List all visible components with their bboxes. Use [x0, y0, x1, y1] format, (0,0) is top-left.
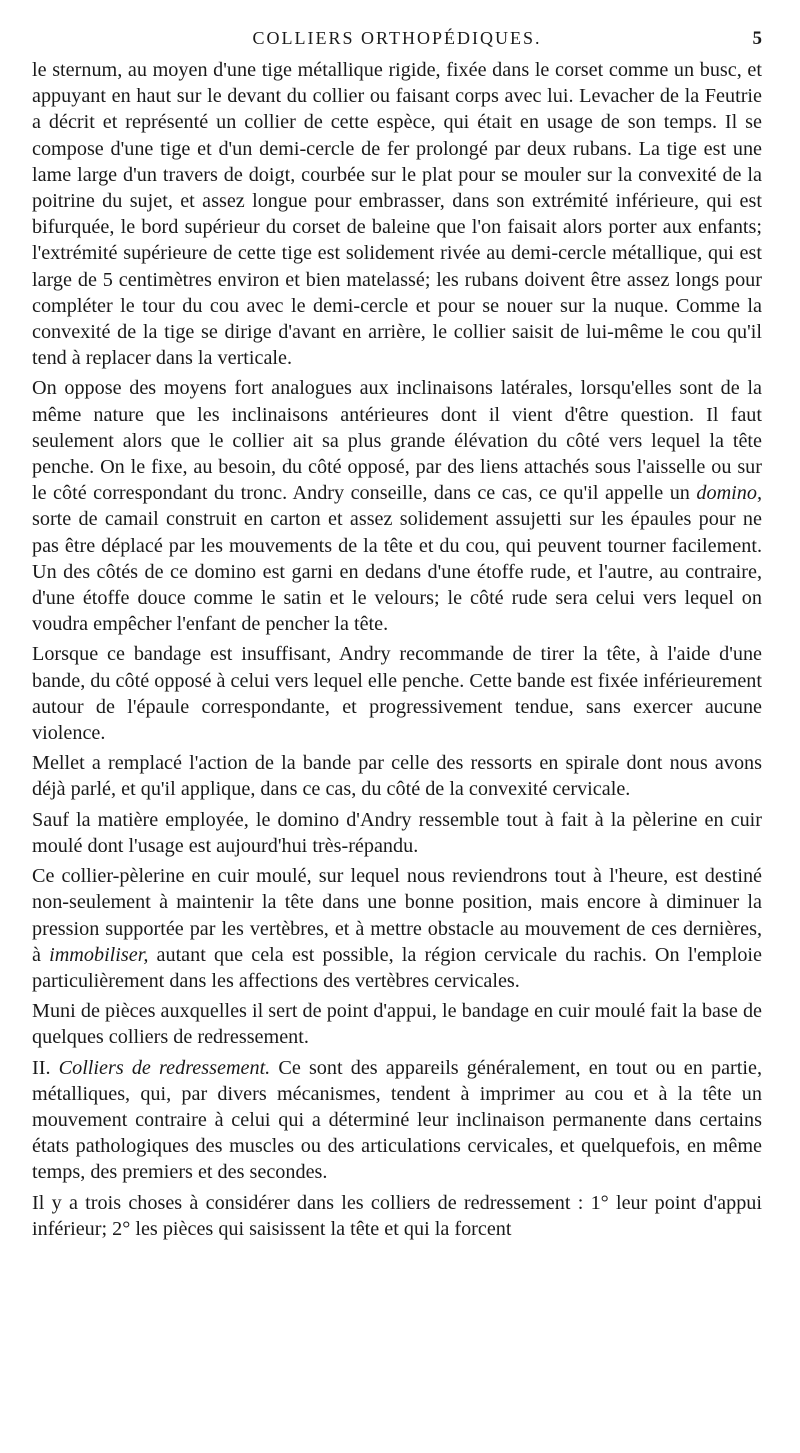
page-header	[32, 28, 762, 58]
text-segment: sorte de camail construit en carton et assez solidement assujetti sur les épaules pour ne pas être déplacé par les mouvements de la tête et du cou, qui peuvent tourner facilement. Un des côtés de ce domino est garni en dedans d'une étoffe rude, et l'autre, au contraire, d'une étoffe douce comme le satin et le velours; le côté rude sera celui vers lequel on voudra empêcher l'enfant de pencher la tête.	[32, 508, 762, 636]
text-segment: On oppose des moyens fort analogues aux inclinaisons latérales, lorsqu'elles sont de la même nature que les inclinaisons antérieures dont il vient d'être question. Il faut seulement alors que le collier ait sa plus grande élévation du côté vers lequel la tête penche. On le fixe, au besoin, du côté opposé, par des liens attachés sous l'aisselle ou sur le côté correspondant du tronc. Andry conseille, dans ce cas, ce qu'il appelle un	[32, 377, 762, 505]
italic-text: domino,	[696, 482, 762, 505]
italic-text: immobiliser,	[49, 943, 149, 966]
paragraph	[32, 1190, 762, 1242]
italic-text: Colliers de redressement.	[58, 1056, 271, 1079]
body-text	[32, 57, 762, 1246]
scan-artifacts	[60, 1400, 740, 1410]
running-title: COLLIERS ORTHOPÉDIQUES.	[252, 28, 542, 48]
text-segment: Ce collier-pèlerine en cuir moulé, sur lequel nous reviendrons tout à l'heure, est destiné non-seulement à maintenir la tête dans une bonne position, mais encore à diminuer la pression supportée par les vertèbres, et à mettre obstacle au mouvement de ces dernières, à	[32, 865, 762, 966]
text-segment: Sauf la matière employée, le domino d'Andry ressemble tout à fait à la pèlerine en cuir moulé dont l'usage est aujourd'hui très-répandu.	[32, 808, 762, 857]
page-number: 5	[752, 28, 762, 49]
text-segment: le sternum, au moyen d'une tige métallique rigide, fixée dans le corset comme un busc, et appuyant en haut sur le devant du collier ou faisant corps avec lui. Levacher de la Feutrie a décrit et représenté un collier de cette espèce, qui était en usage de son temps. Il se compose d'une tige et d'un demi-cercle de fer prolongé par deux rubans. La tige est une lame large d'un travers de doigt, courbée sur le plat pour se mouler sur la convexité de la poitrine du sujet, et assez longue pour embrasser, dans son extrémité inférieure, qui est bifurquée, le bord supérieur du corset de baleine que l'on faisait alors porter aux enfants; l'extrémité supérieure de cette tige est solidement rivée au demi-cercle métallique, qui est large de 5 centimètres environ et bien matelassé; les rubans doivent être assez longs pour compléter le tour du cou avec le demi-cercle et pour se nouer sur la nuque. Comme la convexité de la tige se dirige d'avant en arrière, le collier saisit de lui-même le cou qu'il tend à replacer dans la verticale.	[32, 59, 762, 370]
paragraph	[32, 641, 762, 746]
paragraph	[32, 375, 762, 637]
paragraph	[32, 57, 762, 371]
paragraph	[32, 750, 762, 802]
paragraph	[32, 807, 762, 859]
text-segment: Mellet a remplacé l'action de la bande par celle des ressorts en spirale dont nous avons déjà parlé, et qu'il applique, dans ce cas, du côté de la convexité cervicale.	[32, 752, 762, 801]
paragraph	[32, 863, 762, 994]
text-segment: Lorsque ce bandage est insuffisant, Andry recommande de tirer la tête, à l'aide d'une bande, du côté opposé à celui vers lequel elle penche. Cette bande est fixée inférieurement autour de l'épaule correspondante, et progressivement tendue, sans exercer aucune violence.	[32, 643, 762, 745]
text-segment: Ce sont des appareils généralement, en tout ou en partie, métalliques, qui, par divers mécanismes, tendent à imprimer au cou et à la tête un mouvement contraire à celui qui a déterminé leur inclinaison permanente dans certains états pathologiques des muscles ou des articulations cervicales, et quelquefois, en même temps, des premiers et des secondes.	[32, 1056, 762, 1184]
text-segment: autant que cela est possible, la région cervicale du rachis. On l'emploie particulièrement dans les affections des vertèbres cervicales.	[32, 943, 762, 992]
paragraph	[32, 1055, 762, 1186]
text-segment: Il y a trois choses à considérer dans les colliers de redressement : 1° leur point d'appui inférieur; 2° les pièces qui saisissent la tête et qui la forcent	[32, 1191, 762, 1240]
text-segment: II.	[32, 1056, 59, 1079]
paragraph	[32, 998, 762, 1050]
text-segment: Muni de pièces auxquelles il sert de point d'appui, le bandage en cuir moulé fait la base de quelques colliers de redressement.	[32, 1000, 762, 1049]
